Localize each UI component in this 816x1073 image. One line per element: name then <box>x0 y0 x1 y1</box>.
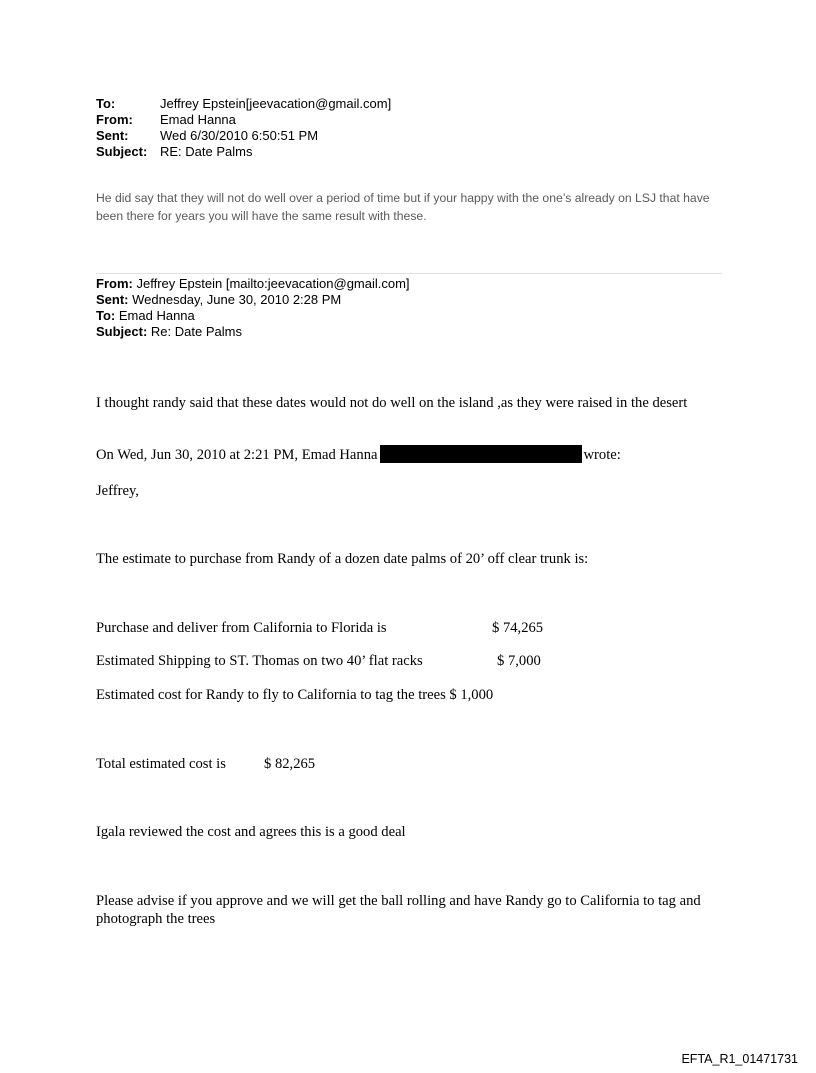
line1-label: Purchase and deliver from California to Florida is <box>96 620 387 636</box>
quoted-sent-label: Sent: <box>96 292 129 307</box>
header-from-row <box>96 112 391 128</box>
quoted-header <box>96 276 410 340</box>
quoted-to-row <box>96 308 410 324</box>
sent-label: Sent: <box>96 128 129 143</box>
sent-value: Wed 6/30/2010 6:50:51 PM <box>160 128 319 143</box>
greeting: Jeffrey, <box>96 483 139 499</box>
line-item-shipping <box>96 652 736 670</box>
quoted-to-value: Emad Hanna <box>118 308 195 323</box>
reply-text: He did say that they will not do well over a period of time but if your happy with the one’s already on LSJ that have been there for years you will have the same result with these. <box>96 191 710 223</box>
on-wrote-line <box>96 445 736 464</box>
to-value: Jeffrey Epstein[jeevacation@gmail.com] <box>160 96 392 111</box>
body-paragraph-1: I thought randy said that these dates would not do well on the island ,as they were raised in the desert <box>96 395 688 411</box>
line2-amount: $ 7,000 <box>497 653 541 669</box>
line2-label: Estimated Shipping to ST. Thomas on two 40’ flat racks <box>96 653 423 669</box>
line1-amount: $ 74,265 <box>492 620 544 636</box>
quote-divider <box>96 273 722 274</box>
subject-value: RE: Date Palms <box>160 144 253 159</box>
total-label: Total estimated cost is <box>96 756 226 772</box>
subject-label: Subject: <box>96 144 148 159</box>
on-prefix: On Wed, Jun 30, 2010 at 2:21 PM, Emad Hanna <box>96 447 378 463</box>
quoted-subject-label: Subject: <box>96 324 148 339</box>
closing-paragraph: Please advise if you approve and we will get the ball rolling and have Randy go to California to tag and photograph the trees <box>96 893 701 927</box>
from-label: From: <box>96 112 133 127</box>
quoted-from-value: Jeffrey Epstein [mailto:jeevacation@gmail.com] <box>136 276 410 291</box>
quoted-sent-value: Wednesday, June 30, 2010 2:28 PM <box>132 292 342 307</box>
estimate-intro: The estimate to purchase from Randy of a dozen date palms of 20’ off clear trunk is: <box>96 551 589 567</box>
to-label: To: <box>96 96 116 111</box>
header-to-row <box>96 96 391 112</box>
line-item-travel: Estimated cost for Randy to fly to California to tag the trees $ 1,000 <box>96 687 494 703</box>
quoted-to-label: To: <box>96 308 116 323</box>
from-value: Emad Hanna <box>160 112 236 127</box>
quoted-subject-row <box>96 324 410 340</box>
quoted-from-label: From: <box>96 276 133 291</box>
document-id: EFTA_R1_01471731 <box>681 1052 798 1066</box>
on-suffix: wrote: <box>583 447 621 463</box>
redaction-block <box>380 445 582 463</box>
quoted-from-row <box>96 276 410 292</box>
igala-line: Igala reviewed the cost and agrees this is a good deal <box>96 824 406 840</box>
header-subject-row <box>96 144 391 160</box>
email-header <box>96 96 391 160</box>
quoted-subject-value: Re: Date Palms <box>150 324 242 339</box>
total-line <box>96 755 736 773</box>
total-amount: $ 82,265 <box>264 756 316 772</box>
header-sent-row <box>96 128 391 144</box>
line-item-purchase <box>96 619 736 637</box>
quoted-sent-row <box>96 292 410 308</box>
